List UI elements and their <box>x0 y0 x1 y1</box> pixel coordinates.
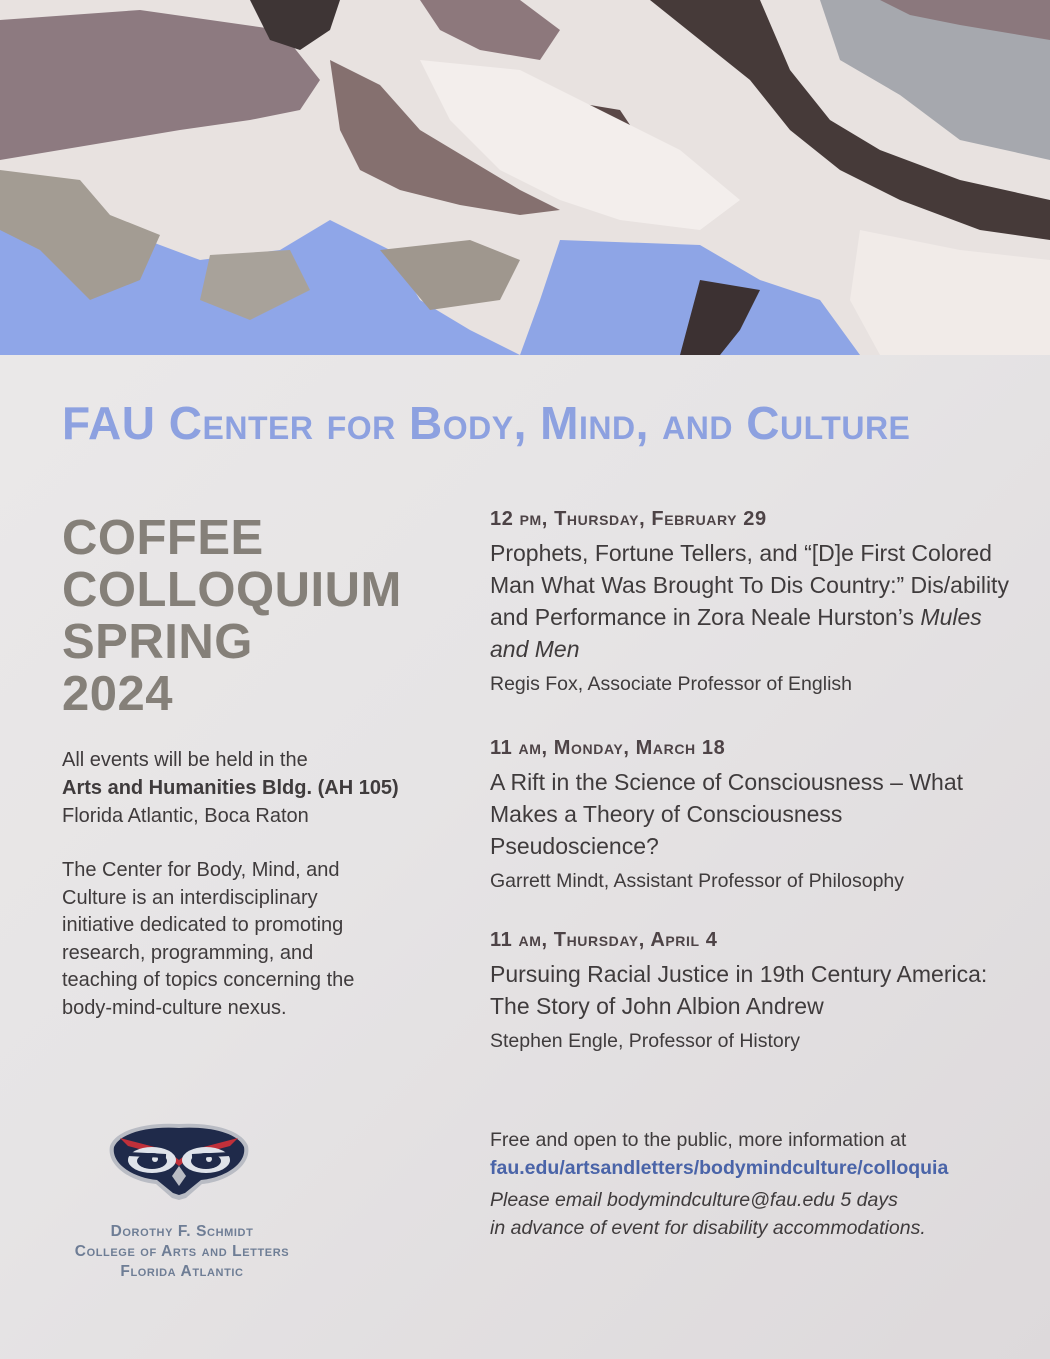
accommodations-line: in advance of event for disability accommodations. <box>490 1217 926 1239</box>
owl-logo-icon <box>106 1116 252 1200</box>
event-item <box>490 929 1010 1053</box>
venue-info <box>62 746 442 830</box>
colloquium-title-line: COFFEE <box>62 511 264 565</box>
header-painting <box>0 0 1050 355</box>
public-text: Free and open to the public, more information at <box>490 1129 907 1151</box>
venue-campus: Florida Atlantic, Boca Raton <box>62 805 309 827</box>
event-title-text: Prophets, Fortune Tellers, and “[D]e First Colored Man What Was Brought To Dis Country:” Dis/ability and Performance in Zora Neale Hurston’s <box>490 540 1009 630</box>
colloquium-title <box>62 512 442 720</box>
info-link[interactable]: fau.edu/artsandletters/bodymindculture/colloquia <box>490 1157 949 1179</box>
event-datetime: 11 am, Thursday, April 4 <box>490 929 718 951</box>
event-title: A Rift in the Science of Consciousness – What Makes a Theory of Consciousness Pseudoscience? <box>490 769 964 859</box>
college-wordmark <box>52 1222 312 1282</box>
center-title: FAU Center for Body, Mind, and Culture <box>62 397 911 449</box>
accommodations-note <box>490 1186 1030 1242</box>
event-datetime: 11 am, Monday, March 18 <box>490 737 726 759</box>
college-line: Florida Atlantic <box>120 1263 244 1280</box>
venue-building: Arts and Humanities Bldg. (AH 105) <box>62 777 399 799</box>
accommodations-line: Please email bodymindculture@fau.edu 5 days <box>490 1189 898 1211</box>
event-datetime: 12 pm, Thursday, February 29 <box>490 508 767 530</box>
event-item <box>490 508 1010 696</box>
event-item <box>490 737 1010 893</box>
public-info <box>490 1126 1030 1182</box>
event-speaker: Garrett Mindt, Assistant Professor of Philosophy <box>490 870 905 892</box>
event-title <box>490 537 1010 665</box>
event-title: Pursuing Racial Justice in 19th Century America: The Story of John Albion Andrew <box>490 961 988 1019</box>
event-title-italic: Mules and Men <box>490 604 982 662</box>
colloquium-title-line: 2024 <box>62 667 174 721</box>
event-speaker: Regis Fox, Associate Professor of English <box>490 673 852 695</box>
colloquium-title-line: COLLOQUIUM <box>62 563 402 617</box>
event-speaker: Stephen Engle, Professor of History <box>490 1030 800 1052</box>
center-description: The Center for Body, Mind, and Culture is an interdisciplinary initiative dedicated to promoting research, programming, and teaching of topics concerning the body-mind-culture nexus. <box>62 859 355 1019</box>
venue-intro: All events will be held in the <box>62 749 308 771</box>
college-line: Dorothy F. Schmidt <box>110 1223 254 1240</box>
college-line: College of Arts and Letters <box>74 1243 290 1260</box>
colloquium-title-line: SPRING <box>62 615 253 669</box>
